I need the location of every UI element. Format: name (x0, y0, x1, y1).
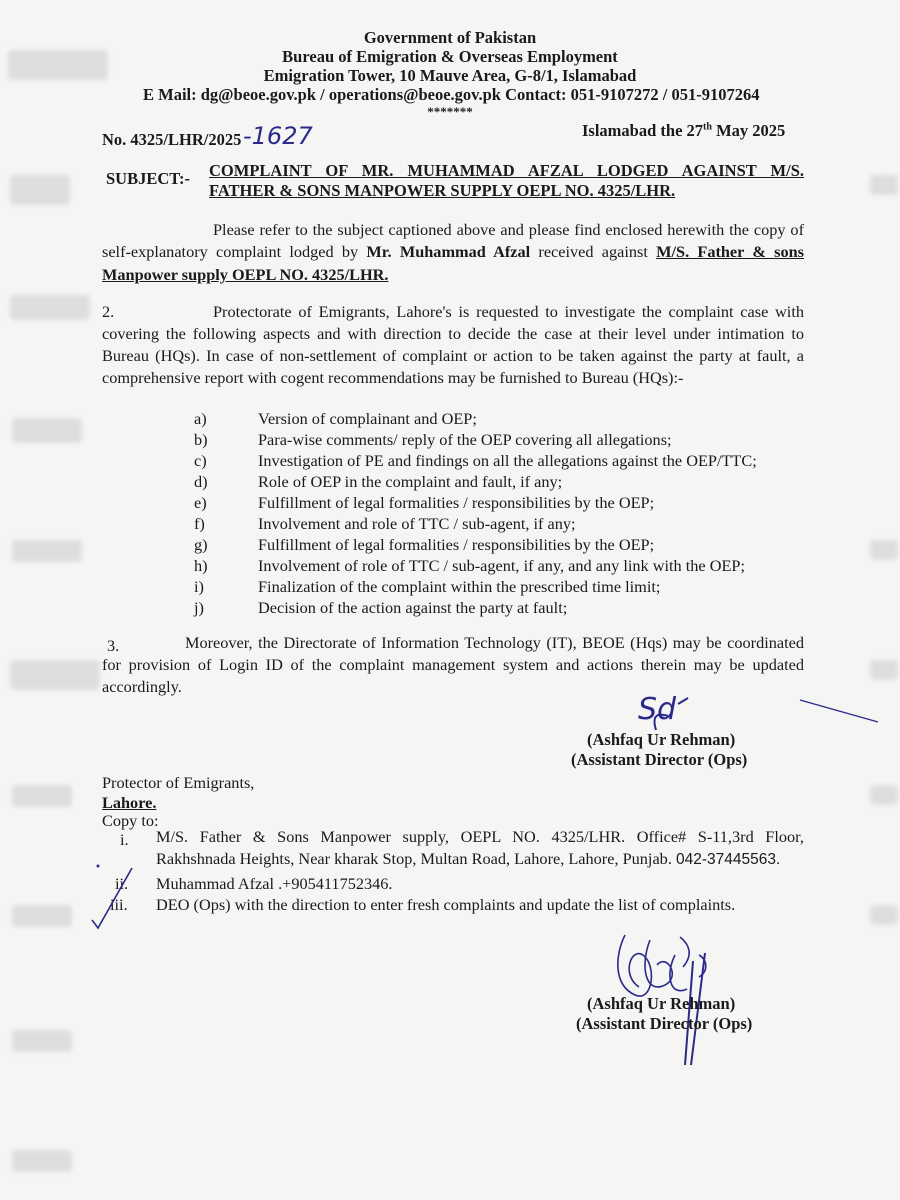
header-government: Government of Pakistan (363, 28, 537, 47)
scan-artifact (870, 540, 898, 560)
copy-item-line: DEO (Ops) with the direction to enter fresh complaints and update the list of complaints. (156, 895, 736, 914)
complainant-name: Mr. Muhammad Afzal (366, 242, 531, 261)
para1-text-b: received against (530, 242, 657, 261)
header-contact: E Mail: dg@beoe.gov.pk / operations@beoe.gov.pk Contact: 051-9107272 / 051-9107264 (143, 85, 760, 104)
aspect-label: d) (194, 472, 208, 491)
signatory2-title: (Assistant Director (Ops) (576, 1014, 753, 1033)
subject-line-1: COMPLAINT OF MR. MUHAMMAD AFZAL LODGED AGAINST M/S. (209, 161, 804, 180)
para1-text: self-explanatory complaint lodged by (102, 242, 367, 261)
aspect-text: Finalization of the complaint within the prescribed time limit; (258, 577, 661, 596)
date-text: Islamabad the 27 (582, 121, 704, 140)
scan-artifact (12, 785, 72, 807)
copy-to-label: Copy to: (102, 811, 159, 830)
para3-line1: Moreover, the Directorate of Information Technology (IT), BEOE (Hqs) may be coordinated (185, 633, 804, 652)
aspect-label: j) (194, 598, 204, 617)
scan-artifact (870, 905, 898, 925)
aspect-text: Involvement of role of TTC / sub-agent, if any, and any link with the OEP; (258, 556, 745, 575)
header-stars: ******* (427, 104, 473, 119)
para2-line3: Bureau (HQs). In case of non-settlement of complaint or action to be taken against the party at fault, a (102, 346, 804, 365)
scan-artifact (10, 660, 100, 690)
aspect-label: b) (194, 430, 208, 449)
para1-line2 (102, 241, 804, 263)
subject-label: SUBJECT:- (106, 169, 191, 188)
subject-line-2: FATHER & SONS MANPOWER SUPPLY OEPL NO. 4325/LHR. (209, 181, 676, 200)
copy-item-line: M/S. Father & Sons Manpower supply, OEPL NO. 4325/LHR. Office# S-11,3rd Floor, (156, 827, 804, 846)
oep-name: M/S. Father & sons (656, 242, 804, 261)
scan-artifact (12, 540, 82, 562)
scan-artifact (10, 175, 70, 205)
handwritten-sd: Sd (638, 692, 677, 727)
para2-number: 2. (102, 302, 115, 321)
aspect-label: h) (194, 556, 208, 575)
handwritten-tick-mark (88, 862, 138, 932)
aspect-label: e) (194, 493, 207, 512)
signatory-name: (Ashfaq Ur Rehman) (587, 730, 736, 749)
scan-artifact (870, 785, 898, 805)
para3-line3: accordingly. (102, 677, 182, 696)
aspect-text: Decision of the action against the party at fault; (258, 598, 568, 617)
aspect-label: i) (194, 577, 204, 596)
copy-item-number: i. (120, 830, 129, 849)
aspect-text: Para-wise comments/ reply of the OEP covering all allegations; (258, 430, 672, 449)
aspect-text: Fulfillment of legal formalities / responsibilities by the OEP; (258, 535, 655, 554)
aspect-text: Investigation of PE and findings on all the allegations against the OEP/TTC; (258, 451, 757, 470)
aspect-text: Role of OEP in the complaint and fault, if any; (258, 472, 563, 491)
aspect-label: c) (194, 451, 207, 470)
handwritten-diary-number: -1627 (243, 122, 313, 150)
para2-line1: Protectorate of Emigrants, Lahore's is requested to investigate the complaint case with (213, 302, 804, 321)
aspect-label: g) (194, 535, 208, 554)
para2-line2: covering the following aspects and with direction to decide the case at their level under intimation to (102, 324, 804, 343)
aspect-label: f) (194, 514, 205, 533)
copy-item-line (156, 848, 780, 871)
scan-artifact (10, 295, 90, 320)
aspect-label: a) (194, 409, 207, 428)
header-address: Emigration Tower, 10 Mauve Area, G-8/1, Islamabad (263, 66, 637, 85)
addressee-office: Protector of Emigrants, (102, 773, 255, 792)
para1-line1: Please refer to the subject captioned above and please find enclosed herewith the copy of (213, 220, 804, 239)
addressee-city: Lahore. (102, 793, 157, 812)
copy-item-number: ii. (115, 874, 129, 893)
aspect-text: Involvement and role of TTC / sub-agent, if any; (258, 514, 576, 533)
header-bureau: Bureau of Emigration & Overseas Employment (282, 47, 618, 66)
signatory2-name: (Ashfaq Ur Rehman) (587, 994, 736, 1013)
aspect-text: Version of complainant and OEP; (258, 409, 477, 428)
date-month-year: May 2025 (711, 121, 786, 140)
signatory-title: (Assistant Director (Ops) (571, 750, 748, 769)
scan-artifact (870, 660, 898, 680)
reference-number: No. 4325/LHR/2025 (102, 130, 242, 149)
date-superscript: th (703, 121, 712, 133)
issue-date (582, 121, 785, 141)
copy-item-phone: 042-37445563. (675, 851, 781, 868)
scan-artifact (12, 1030, 72, 1052)
scan-artifact (12, 905, 72, 927)
copy-item-address: Rakhshnada Heights, Near kharak Stop, Multan Road, Lahore, Lahore, Punjab. (156, 849, 672, 868)
aspect-text: Fulfillment of legal formalities / responsibilities by the OEP; (258, 493, 655, 512)
para3-number: 3. (107, 636, 120, 655)
para3-line2: for provision of Login ID of the complaint management system and actions therein may be updated (102, 655, 804, 674)
scan-artifact (12, 418, 82, 443)
copy-item-number: iii. (110, 895, 128, 914)
para2-line4: comprehensive report with cogent recommendations may be furnished to Bureau (HQs):- (102, 368, 684, 387)
scan-artifact (870, 175, 898, 195)
copy-item-line: Muhammad Afzal .+905411752346. (156, 874, 393, 893)
scan-artifact (12, 1150, 72, 1172)
para1-line3: Manpower supply OEPL NO. 4325/LHR. (102, 265, 389, 284)
